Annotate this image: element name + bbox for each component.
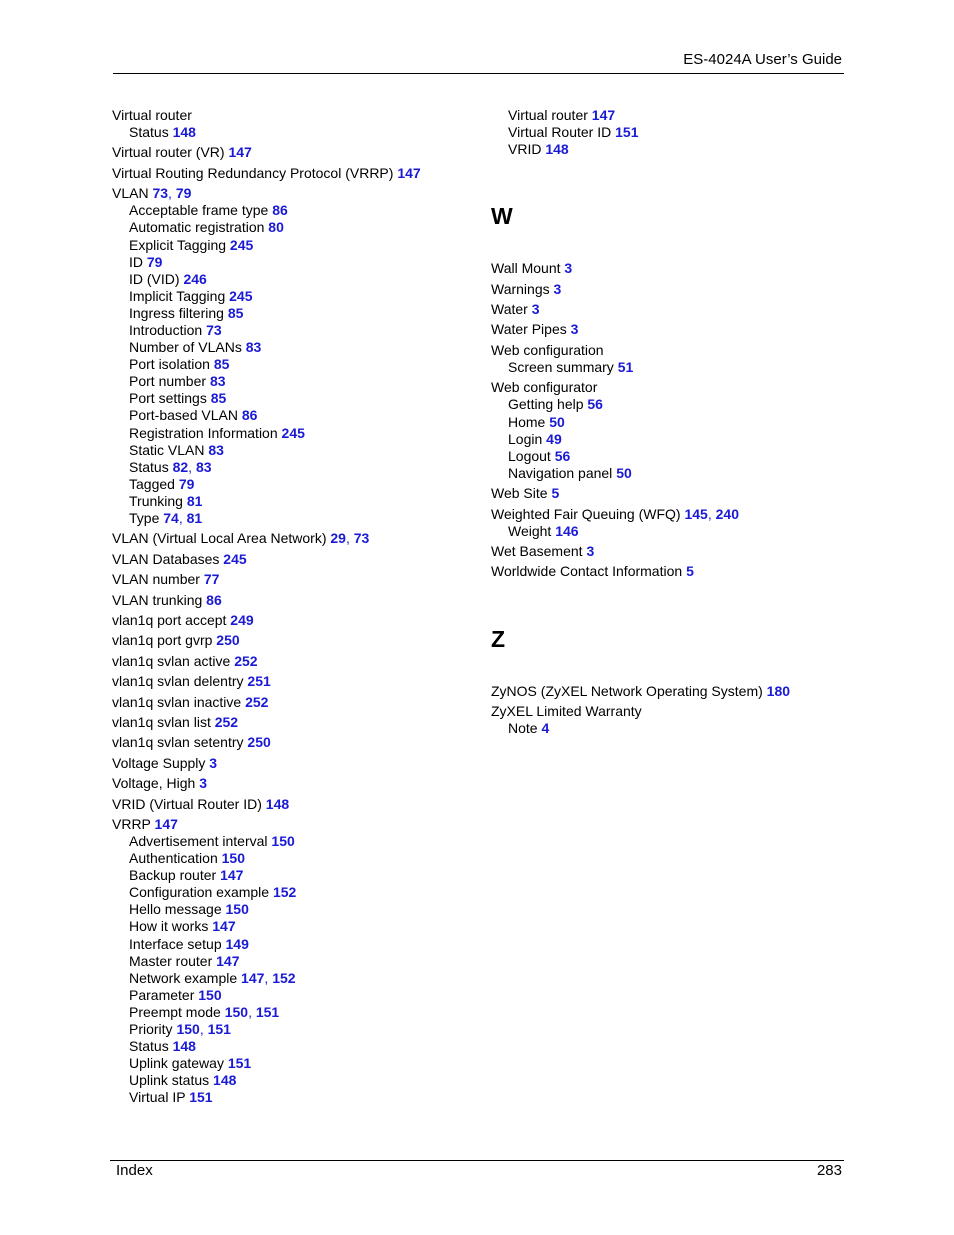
- index-subentry: [491, 107, 851, 124]
- index-term: Note: [508, 720, 538, 737]
- page-ref-separator: ,: [707, 505, 712, 522]
- page-reference-link[interactable]: 77: [203, 571, 220, 588]
- page-ref-separator: ,: [345, 530, 350, 547]
- index-term: Virtual router (VR): [112, 144, 225, 161]
- page-reference-link[interactable]: 147: [154, 815, 178, 832]
- page-reference-link[interactable]: 81: [186, 492, 203, 509]
- index-term: Getting help: [508, 396, 584, 413]
- index-term: Web configuration: [491, 341, 604, 358]
- page-reference-link[interactable]: 29: [330, 530, 346, 547]
- page-reference-link[interactable]: 79: [175, 185, 192, 202]
- index-term: VRID: [508, 141, 542, 158]
- index-subentry: [112, 493, 472, 510]
- page-reference-link[interactable]: 4: [541, 720, 550, 737]
- index-term: Ingress filtering: [129, 304, 224, 321]
- page-reference-link[interactable]: 252: [245, 693, 269, 710]
- index-entry-term-row: [112, 775, 472, 792]
- index-subentry: [491, 448, 851, 465]
- index-entry-term-row: [491, 703, 851, 720]
- index-term: Backup router: [129, 867, 217, 884]
- index-term: Weighted Fair Queuing (WFQ): [491, 505, 681, 522]
- index-entry: [112, 571, 472, 588]
- page-reference-link[interactable]: 147: [212, 918, 236, 935]
- page-reference-link[interactable]: 152: [272, 969, 296, 986]
- page-reference-link[interactable]: 252: [214, 713, 239, 730]
- index-column-left: [112, 107, 472, 1110]
- page-reference-link[interactable]: 3: [199, 775, 207, 792]
- index-entry-term-row: [491, 281, 851, 298]
- index-term: Port isolation: [129, 356, 210, 373]
- index-entry-term-row: [491, 379, 851, 396]
- page-reference-link[interactable]: 83: [195, 458, 212, 475]
- index-term: VLAN (Virtual Local Area Network): [112, 530, 327, 547]
- page-reference-link[interactable]: 150: [271, 833, 295, 849]
- index-term: vlan1q svlan inactive: [112, 693, 242, 710]
- index-subentry: [112, 1072, 472, 1089]
- index-term: Virtual router: [508, 107, 588, 123]
- index-term: VRRP: [112, 815, 151, 832]
- index-term: ZyXEL Limited Warranty: [491, 702, 642, 719]
- index-term: Interface setup: [129, 935, 222, 952]
- page-reference-link[interactable]: 151: [189, 1089, 213, 1106]
- index-entry-term-row: [112, 107, 472, 124]
- index-term: Authentication: [129, 850, 218, 867]
- page-reference-link[interactable]: 148: [265, 795, 290, 812]
- page-reference-link[interactable]: 150: [176, 1021, 200, 1038]
- index-term: Uplink status: [129, 1072, 210, 1089]
- page-reference-link[interactable]: 56: [554, 447, 571, 464]
- index-entry: [112, 694, 472, 711]
- index-term: Network example: [129, 969, 238, 986]
- index-entry-term-row: [112, 632, 472, 649]
- index-subentry: [112, 884, 472, 901]
- index-subentry: [112, 833, 472, 850]
- index-term: vlan1q svlan setentry: [112, 734, 244, 751]
- index-entry-term-row: [491, 543, 851, 560]
- index-entry: [112, 107, 472, 141]
- index-term: Wet Basement: [491, 543, 583, 560]
- page-reference-link[interactable]: 73: [353, 530, 370, 547]
- index-term: VLAN trunking: [112, 591, 203, 608]
- index-subentry: [112, 1004, 472, 1021]
- index-entry-term-row: [491, 485, 851, 502]
- page-reference-link[interactable]: 245: [229, 236, 254, 253]
- index-term: Screen summary: [508, 358, 614, 375]
- page-reference-link[interactable]: 86: [206, 591, 222, 608]
- page-reference-link[interactable]: 3: [570, 321, 579, 338]
- page-reference-link[interactable]: 249: [230, 612, 254, 628]
- index-entry: [112, 612, 472, 629]
- page-reference-link[interactable]: 147: [591, 107, 616, 123]
- index-term: Trunking: [129, 492, 183, 509]
- index-subentry: [112, 305, 472, 322]
- index-term: Status: [129, 458, 169, 475]
- index-entry: [112, 816, 472, 1107]
- index-term: Wall Mount: [491, 260, 561, 277]
- index-entry-term-row: [112, 714, 472, 731]
- page-reference-link[interactable]: 245: [281, 424, 305, 441]
- index-entry-term-row: [491, 342, 851, 359]
- page-reference-link[interactable]: 5: [686, 563, 694, 580]
- page-reference-link[interactable]: 86: [241, 407, 258, 424]
- index-entry: [112, 144, 472, 161]
- page-reference-link[interactable]: 150: [221, 850, 245, 867]
- page-reference-link[interactable]: 3: [553, 280, 562, 297]
- page-reference-link[interactable]: 180: [766, 682, 791, 699]
- index-term: Type: [129, 510, 160, 527]
- index-term: VLAN: [112, 185, 149, 202]
- index-subentry: [112, 254, 472, 271]
- index-entry-term-row: [491, 260, 851, 277]
- index-entry: [112, 530, 472, 547]
- page-reference-link[interactable]: 85: [210, 390, 227, 407]
- page-reference-link[interactable]: 49: [546, 430, 562, 447]
- index-term: Status: [129, 1038, 169, 1055]
- page-reference-link[interactable]: 85: [227, 304, 244, 321]
- index-entry: [491, 703, 851, 737]
- index-term: Worldwide Contact Information: [491, 563, 683, 580]
- index-entry-term-row: [112, 185, 472, 202]
- index-subentry: [112, 425, 472, 442]
- page-reference-link[interactable]: 151: [207, 1021, 231, 1038]
- index-subentry: [112, 124, 472, 141]
- index-subentry: [112, 322, 472, 339]
- index-term: Automatic registration: [129, 219, 265, 236]
- footer-section-label: Index: [116, 1162, 153, 1179]
- page-reference-link[interactable]: 73: [206, 322, 222, 339]
- index-term: Status: [129, 124, 169, 141]
- index-entry: [112, 551, 472, 568]
- index-term: Registration Information: [129, 424, 278, 441]
- page-reference-link[interactable]: 148: [172, 1038, 196, 1055]
- page-reference-link[interactable]: 250: [247, 734, 271, 751]
- page-reference-link[interactable]: 148: [213, 1072, 237, 1089]
- index-entry: [112, 734, 472, 751]
- index-term: Virtual Routing Redundancy Protocol (VRRP): [112, 164, 394, 181]
- page-reference-link[interactable]: 3: [586, 543, 595, 560]
- index-entry: [491, 260, 851, 277]
- index-subentry: [112, 219, 472, 236]
- index-entry-term-row: [112, 530, 472, 547]
- index-term: Port-based VLAN: [129, 407, 238, 424]
- header-divider: [113, 73, 844, 74]
- index-entry-term-row: [491, 321, 851, 338]
- index-entry-term-row: [112, 796, 472, 813]
- footer-divider: [110, 1160, 844, 1161]
- page-reference-link[interactable]: 145: [684, 505, 708, 522]
- index-entry: [112, 775, 472, 792]
- page-reference-link[interactable]: 82: [172, 458, 189, 475]
- index-term: Acceptable frame type: [129, 202, 269, 219]
- index-subentry: [112, 407, 472, 424]
- page-reference-link[interactable]: 245: [223, 550, 247, 567]
- index-term: Home: [508, 413, 546, 430]
- index-entry-term-row: [112, 551, 472, 568]
- index-entry: [491, 379, 851, 482]
- page-reference-link[interactable]: 83: [209, 373, 226, 390]
- index-subentry: [112, 459, 472, 476]
- index-subentry: [112, 202, 472, 219]
- index-subentry: [112, 339, 472, 356]
- page-reference-link[interactable]: 149: [225, 935, 249, 952]
- index-term: Warnings: [491, 280, 550, 297]
- index-term: Virtual Router ID: [508, 124, 612, 141]
- page-reference-link[interactable]: 3: [564, 260, 573, 277]
- index-entry: [112, 755, 472, 772]
- page-reference-link[interactable]: 83: [208, 441, 224, 458]
- page-reference-link[interactable]: 152: [272, 884, 297, 901]
- page-reference-link[interactable]: 85: [213, 356, 230, 373]
- index-term: Uplink gateway: [129, 1055, 224, 1072]
- index-subentry: [112, 918, 472, 935]
- index-entry-term-row: [112, 144, 472, 161]
- index-term: Implicit Tagging: [129, 287, 226, 304]
- index-entry: [491, 321, 851, 338]
- index-subentry: [112, 987, 472, 1004]
- index-entry: [491, 342, 851, 376]
- index-term: Advertisement interval: [129, 833, 268, 849]
- index-term: Water: [491, 301, 528, 318]
- index-subentry: [112, 510, 472, 527]
- page-ref-separator: ,: [168, 185, 172, 202]
- page-reference-link[interactable]: 5: [551, 485, 560, 502]
- index-subentry: [491, 523, 851, 540]
- index-entry: [491, 506, 851, 540]
- page-reference-link[interactable]: 3: [531, 301, 540, 318]
- page-reference-link[interactable]: 80: [268, 219, 284, 236]
- index-term: vlan1q svlan list: [112, 713, 211, 730]
- index-term: ZyNOS (ZyXEL Network Operating System): [491, 682, 763, 699]
- index-term: Logout: [508, 447, 551, 464]
- index-entry-term-row: [112, 673, 472, 690]
- section-letter-heading: W: [491, 203, 513, 230]
- page-reference-link[interactable]: 240: [715, 505, 739, 522]
- index-term: How it works: [129, 918, 209, 935]
- index-term: vlan1q svlan active: [112, 652, 231, 669]
- index-entry-term-row: [491, 301, 851, 318]
- index-term: Water Pipes: [491, 321, 567, 338]
- page-reference-link[interactable]: 79: [146, 253, 163, 270]
- page-reference-link[interactable]: 151: [255, 1003, 280, 1020]
- index-term: Web Site: [491, 485, 548, 502]
- index-term: Login: [508, 430, 543, 447]
- page-reference-link[interactable]: 146: [555, 522, 579, 539]
- index-term: Introduction: [129, 322, 203, 339]
- page-reference-link[interactable]: 73: [152, 185, 169, 202]
- index-term: ID: [129, 253, 143, 270]
- page-reference-link[interactable]: 148: [545, 141, 569, 158]
- index-term: VLAN Databases: [112, 550, 220, 567]
- page-ref-separator: ,: [248, 1003, 252, 1020]
- index-subentry: [112, 476, 472, 493]
- footer-page-number: 283: [816, 1162, 842, 1179]
- index-term: ID (VID): [129, 270, 180, 287]
- page-reference-link[interactable]: 3: [209, 754, 218, 771]
- index-entry: [112, 673, 472, 690]
- page-reference-link[interactable]: 50: [549, 413, 565, 430]
- page-reference-link[interactable]: 150: [198, 986, 222, 1003]
- index-term: Static VLAN: [129, 441, 205, 458]
- page-ref-separator: ,: [199, 1021, 204, 1038]
- index-entry-term-row: [112, 694, 472, 711]
- index-entry-term-row: [112, 653, 472, 670]
- page-reference-link[interactable]: 147: [397, 164, 421, 181]
- index-subentry: [491, 396, 851, 413]
- index-entry-term-row: [112, 592, 472, 609]
- page-reference-link[interactable]: 250: [216, 632, 240, 649]
- running-header-title: ES-4024A User’s Guide: [683, 51, 842, 68]
- index-term: Virtual router: [112, 107, 192, 123]
- index-entry-term-row: [112, 755, 472, 772]
- page-reference-link[interactable]: 150: [225, 901, 249, 918]
- index-term: Hello message: [129, 901, 222, 918]
- index-entry: [491, 281, 851, 298]
- page-ref-separator: ,: [178, 510, 183, 527]
- index-entry: [112, 592, 472, 609]
- page-reference-link[interactable]: 148: [172, 124, 196, 141]
- index-subentry: [112, 1055, 472, 1072]
- index-term: Preempt mode: [129, 1003, 221, 1020]
- index-entry: [491, 485, 851, 502]
- index-subentry: [112, 970, 472, 987]
- page-reference-link[interactable]: 151: [615, 124, 639, 141]
- page-reference-link[interactable]: 150: [224, 1003, 249, 1020]
- index-subentry: [112, 1021, 472, 1038]
- page-reference-link[interactable]: 147: [220, 867, 244, 884]
- index-entry-term-row: [112, 734, 472, 751]
- index-subentry: [112, 237, 472, 254]
- index-subentry: [112, 390, 472, 407]
- index-term: Port settings: [129, 390, 207, 407]
- index-entry-term-row: [491, 506, 851, 523]
- index-entry-continued: [491, 107, 851, 158]
- index-subentry: [112, 373, 472, 390]
- index-entry: [112, 632, 472, 649]
- page-ref-separator: ,: [264, 969, 269, 986]
- index-term: Weight: [508, 522, 552, 539]
- index-term: Tagged: [129, 475, 175, 492]
- index-entry: [491, 563, 851, 580]
- index-subentry: [112, 850, 472, 867]
- index-entry-term-row: [491, 563, 851, 580]
- index-subentry: [491, 720, 851, 737]
- index-subentry: [112, 936, 472, 953]
- index-term: Web configurator: [491, 379, 598, 396]
- page-reference-link[interactable]: 83: [245, 339, 262, 356]
- index-subentry: [491, 141, 851, 158]
- index-entry: [112, 165, 472, 182]
- page-reference-link[interactable]: 81: [186, 510, 203, 527]
- index-entry: [112, 185, 472, 527]
- index-subentry: [112, 901, 472, 918]
- index-term: Master router: [129, 952, 213, 969]
- index-term: vlan1q port gvrp: [112, 632, 213, 649]
- index-subentry: [112, 271, 472, 288]
- index-term: Virtual IP: [129, 1089, 186, 1106]
- section-letter-heading: Z: [491, 625, 506, 652]
- index-entry: [112, 796, 472, 813]
- index-term: Number of VLANs: [129, 339, 242, 356]
- index-subentry: [112, 356, 472, 373]
- page-reference-link[interactable]: 147: [241, 969, 265, 986]
- page-ref-separator: ,: [188, 458, 193, 475]
- index-entry: [491, 301, 851, 318]
- index-term: Explicit Tagging: [129, 236, 227, 253]
- index-term: Port number: [129, 373, 207, 390]
- index-entry-term-row: [112, 612, 472, 629]
- index-term: Navigation panel: [508, 464, 613, 481]
- page-reference-link[interactable]: 86: [272, 202, 288, 219]
- page-reference-link[interactable]: 79: [178, 475, 195, 492]
- index-subentry: [112, 288, 472, 305]
- index-subentry: [112, 953, 472, 970]
- index-subentry: [491, 124, 851, 141]
- index-subentry: [112, 1038, 472, 1055]
- index-term: Voltage, High: [112, 775, 196, 792]
- index-term: VRID (Virtual Router ID): [112, 795, 262, 812]
- index-term: Priority: [129, 1021, 173, 1038]
- index-entry-term-row: [491, 683, 851, 700]
- index-subentry: [491, 431, 851, 448]
- index-entry: [112, 653, 472, 670]
- page-reference-link[interactable]: 251: [247, 673, 271, 690]
- index-entry: [491, 683, 851, 700]
- page-reference-link[interactable]: 74: [163, 510, 179, 527]
- index-entry-term-row: [112, 165, 472, 182]
- index-entry-term-row: [112, 571, 472, 588]
- index-entry: [491, 543, 851, 560]
- index-column-right: [491, 107, 851, 740]
- page-reference-link[interactable]: 50: [616, 464, 632, 481]
- index-subentry: [491, 414, 851, 431]
- page-reference-link[interactable]: 56: [587, 396, 603, 413]
- page-reference-link[interactable]: 245: [229, 287, 253, 304]
- index-subentry: [112, 442, 472, 459]
- page-reference-link[interactable]: 147: [216, 952, 240, 969]
- index-term: vlan1q svlan delentry: [112, 673, 244, 690]
- page-reference-link[interactable]: 246: [183, 270, 207, 287]
- index-subentry: [112, 867, 472, 884]
- index-term: Configuration example: [129, 884, 270, 901]
- index-subentry: [491, 359, 851, 376]
- index-subentry: [112, 1089, 472, 1106]
- index-term: vlan1q port accept: [112, 612, 227, 628]
- page-reference-link[interactable]: 252: [234, 652, 258, 669]
- page-reference-link[interactable]: 151: [227, 1055, 252, 1072]
- index-entry-term-row: [112, 816, 472, 833]
- index-term: Voltage Supply: [112, 754, 206, 771]
- index-entry: [112, 714, 472, 731]
- index-term: VLAN number: [112, 571, 200, 588]
- page-reference-link[interactable]: 51: [617, 358, 634, 375]
- index-term: Parameter: [129, 986, 195, 1003]
- index-subentry: [491, 465, 851, 482]
- page-reference-link[interactable]: 147: [228, 144, 252, 161]
